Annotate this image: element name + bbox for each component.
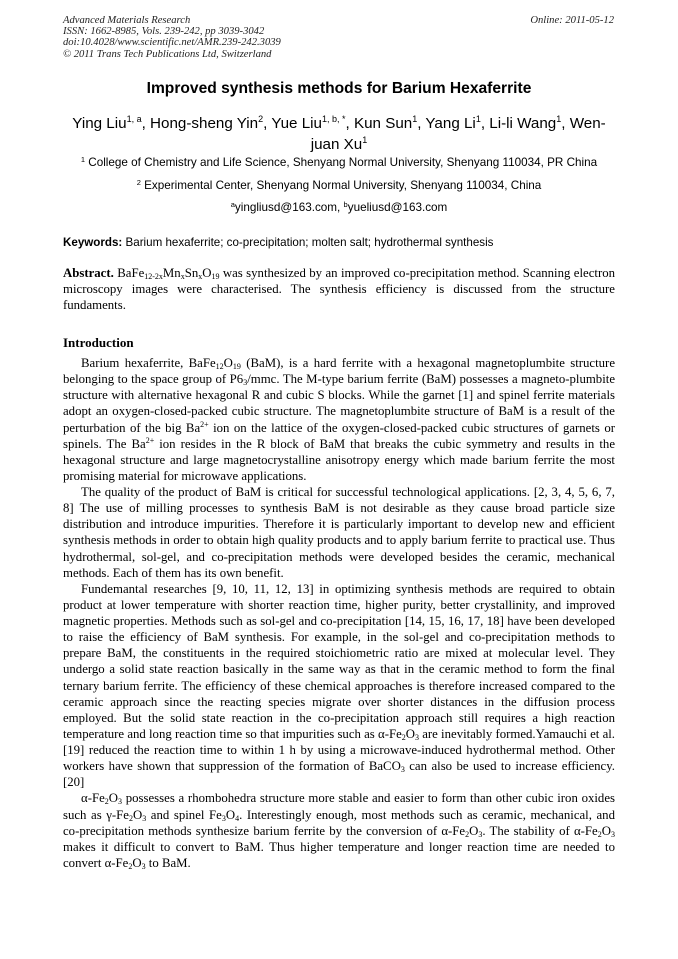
author-affiliation-marker: 2 <box>258 114 264 124</box>
paper-title: Improved synthesis methods for Barium Hexaferrite <box>146 80 532 97</box>
paragraph: The quality of the product of BaM is critical for successful technological applications. [2, 3, 4, 5, 6, 7, 8] The use of milling processes to synthesis BaM is not desirable as they cause broad particle size distribution and introduce impurities. Therefore it is particularly important to develop new and efficient synthesis methods in order to obtain high quality products and to apply barium ferrite to practical use. Thus hydrothermal, sol-gel, and co-precipitation methods were developed besides the ceramic, mechanical methods. Each of them has its own benefit. <box>63 485 615 580</box>
author-name: Li-li Wang <box>489 115 557 132</box>
author-affiliation-marker: 1 <box>412 114 418 124</box>
email-marker: a <box>230 200 235 209</box>
author <box>354 115 417 132</box>
affiliation-marker: 2 <box>136 178 141 187</box>
author-affiliation-marker: 1, a <box>126 114 142 124</box>
author-affiliation-marker: 1 <box>475 114 481 124</box>
abstract-label: Abstract. <box>63 266 114 280</box>
keywords <box>63 236 615 250</box>
journal-header <box>63 15 281 60</box>
author <box>425 115 480 132</box>
email-line <box>0 201 678 215</box>
abstract <box>63 265 615 313</box>
affiliation-text: College of Chemistry and Life Science, Shenyang Normal University, Shenyang 110034, PR China <box>88 156 598 169</box>
journal-name: Advanced Materials Research <box>63 15 191 26</box>
email-address: yingliusd@163.com, <box>234 201 344 214</box>
author-name: Kun Sun <box>353 115 413 132</box>
email-marker: b <box>343 200 348 209</box>
author-name: Yue Liu <box>271 115 322 132</box>
affiliation-2 <box>0 179 678 193</box>
author-list: Ying Liu$^{1, a}$, Hong-sheng Yin$^2$, Yue Liu$^{1, b, *}$, Kun Sun$^1$, Yang Li$^1$, Li-li Wang$^1$, Wen-juan Xu$^1$ <box>72 114 606 153</box>
paragraph: $\alpha-Fe_2O_3$ possesses a rhombohedra structure more stable and easier to form than other cubic iron oxides such as $\gamma-Fe_2O_3$ and spinel $Fe_3O_4$. Interestingly enough, most methods such as ceramic, mechanical, and co-precipitation methods synthesize barium ferrite by the conversion of $\alpha-Fe_2O_3$. The stability of $\alpha-Fe_2O_3$ makes it difficult to convert to BaM. Thus higher temperature and longer reaction time are needed to convert $\alpha-Fe_2O_3$ to BaM. <box>63 791 615 871</box>
affiliation-1 <box>0 156 678 170</box>
paragraph: Barium hexaferrite, $BaFe_{12}O_{19}$ (BaM), is a hard ferrite with a hexagonal magnetoplumbite structure belonging to the space group of $P6_3$/mmc. The M-type barium ferrite (BaM) possesses a magneto-plumbite structure with alternative hexagonal R and cubic S blocks. While the garnet [1] and spinel ferrite materials adopt an oxygen-closed-packed cubic structure. The magnetoplumbite structure of BaM is a result of the perturbation of the big $Ba^{2+}$ ion on the lattice of the oxygen-closed-packed cubic structures of garnets or spinels. The $Ba^{2+}$ ion resides in the R block of BaM that breaks the cubic symmetry and results in the hexagonal structure and large magnetocrystalline anisotropy energy which made barium ferrite the most promising material for microwave applications. <box>63 356 615 483</box>
author <box>150 115 263 132</box>
author <box>271 115 345 132</box>
abstract-text: was synthesized by an improved co-precipitation method. Scanning electron microscopy images were characterised. The synthesis efficiency is discussed from the structure fundaments. <box>63 266 616 312</box>
paragraph: Fundemantal researches [9, 10, 11, 12, 13] in optimizing synthesis methods are required to obtain product at lower temperature with shorter reaction time, higher purity, better crystallinity, and improved magnetic properties. Methods such as sol-gel and co-precipitation [14, 15, 16, 17, 18] have been developed to raise the efficiency of BaM synthesis. For example, in the sol-gel and co-precipitation methods to prepare BaM, the constituents in the required stoichiometric ratio are mixed at molecular level. They undergo a solid state reaction basically in the same way as that in the ceramic method to form the final ternary barium ferrite. The efficiency of these chemical approaches is therefore increased compared to the ceramic approach since the reacting species migrate over shorter distances in the diffusion process employed. But the solid state reaction in the co-precipitation approach still requires a high reaction temperature and long reaction time so that impurities such as $\alpha-Fe_2O_3$ are inevitably formed.Yamauchi et al. [19] reduced the reaction time to within 1 h by using a microwave-induced hydrothermal method. Other workers have shown that suppression of the formation of BaCO$_3$ can also be used to increase efficiency. [20] <box>63 581 616 790</box>
author-affiliation-marker: 1 <box>556 114 562 124</box>
author-affiliation-marker: 1, b, * <box>321 114 346 124</box>
keywords-label: Keywords: <box>63 236 123 249</box>
author-name: Ying Liu <box>72 115 127 132</box>
author <box>72 115 141 132</box>
doi-line: doi:10.4028/www.scientific.net/AMR.239-242.3039 <box>63 37 281 49</box>
copyright-line: © 2011 Trans Tech Publications Ltd, Switzerland <box>63 48 272 60</box>
email-address: yueliusd@163.com <box>347 201 448 214</box>
introduction-body <box>63 355 615 871</box>
author-name: Yang Li <box>425 115 476 132</box>
author-name: Wen-juan Xu <box>310 115 606 153</box>
online-date: Online: 2011-05-12 <box>530 15 614 26</box>
affiliation-text: Experimental Center, Shenyang Normal University, Shenyang 110034, China <box>144 179 542 192</box>
affiliation-marker: 1 <box>80 155 85 164</box>
section-heading-introduction: Introduction <box>63 335 134 350</box>
author-affiliation-marker: 1 <box>362 135 368 145</box>
abstract-formula: $BaFe_{12-2x}Mn_xSn_xO_{19}$ <box>117 266 220 281</box>
author-name: Hong-sheng Yin <box>150 115 259 132</box>
issn-line: ISSN: 1662-8985, Vols. 239-242, pp 3039-3042 <box>63 26 265 38</box>
author <box>489 115 561 132</box>
keywords-text: Barium hexaferrite; co-precipitation; molten salt; hydrothermal synthesis <box>125 236 494 249</box>
